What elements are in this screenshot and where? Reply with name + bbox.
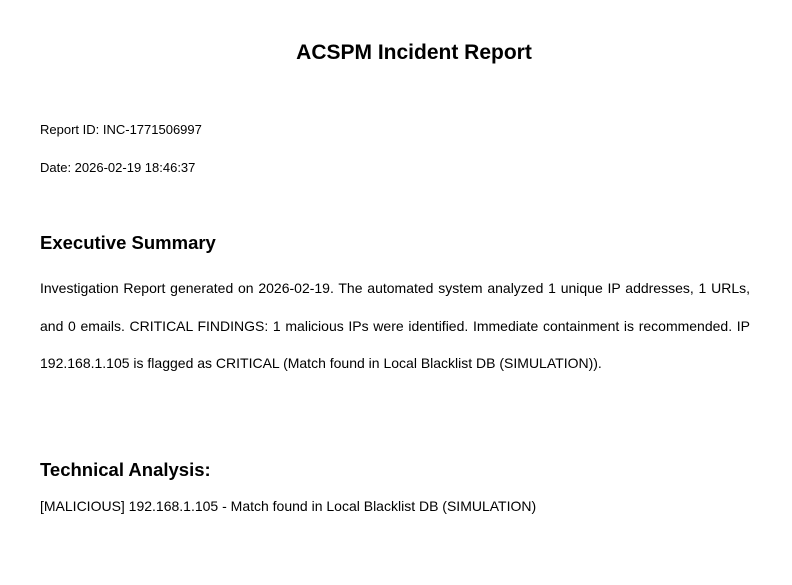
report-id: Report ID: INC-1771506997 [40,122,202,137]
technical-analysis-heading: Technical Analysis: [40,459,211,480]
report-date: Date: 2026-02-19 18:46:37 [40,160,196,175]
executive-summary-heading: Executive Summary [40,232,216,253]
technical-finding: [MALICIOUS] 192.168.1.105 - Match found in Local Blacklist DB (SIMULATION) [40,498,537,514]
executive-summary-text: Investigation Report generated on 2026-02-19. The automated system analyzed 1 unique IP addresses, 1 URLs, and 0 emails. CRITICAL FINDINGS: 1 malicious IPs were identified. Immediate containment is recommended. IP 192.168.1.105 is flagged as CRITICAL (Match found in Local Blacklist DB (SIMULATION)). [40,280,750,371]
report-title: ACSPM Incident Report [296,41,532,64]
